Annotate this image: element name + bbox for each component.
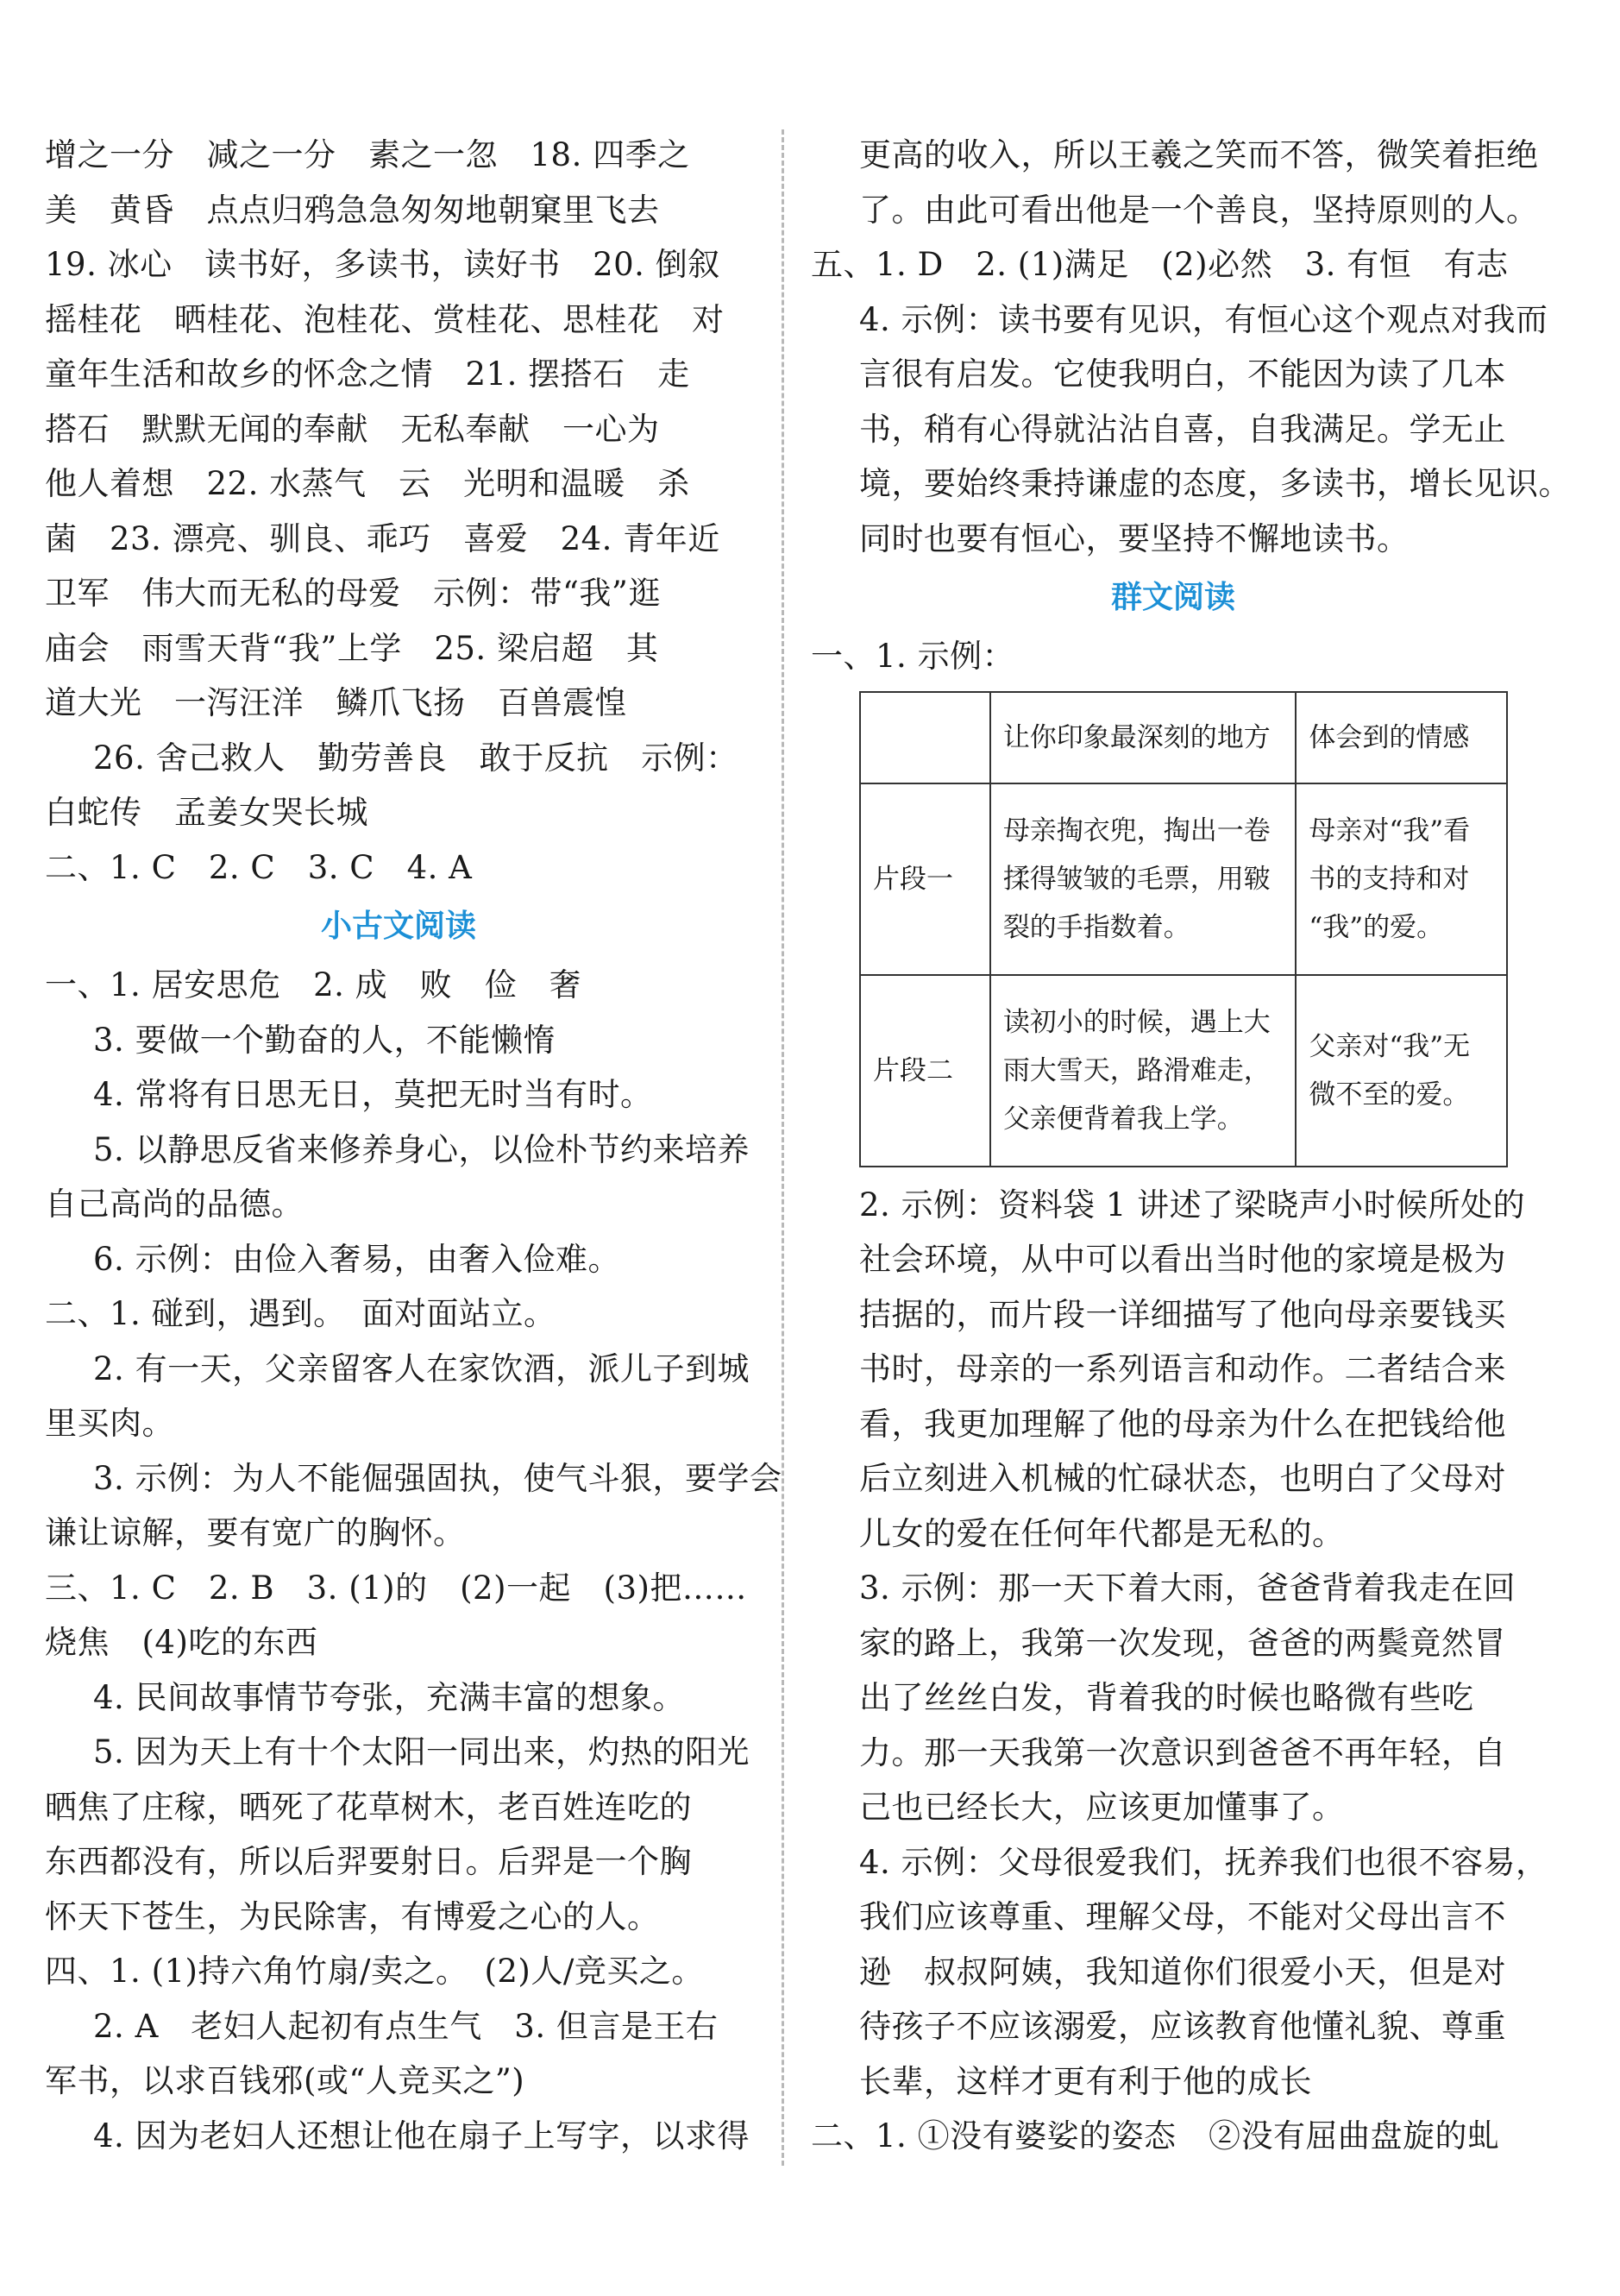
question-heading-line: 二、1. 碰到，遇到。 面对面站立。 <box>45 1295 556 1332</box>
text-line: 增之一分 减之一分 素之一忽 18. 四季之 <box>45 136 690 173</box>
table-header-row <box>860 692 1507 783</box>
cell-line: 父亲对“我”无 <box>1309 1030 1471 1062</box>
table-header-empty <box>860 692 990 783</box>
text-line: 后立刻进入机械的忙碌状态，也明白了父母对 <box>859 1460 1506 1497</box>
section-title: 群文阅读 <box>1110 580 1235 615</box>
text-line: 儿女的爱在任何年代都是无私的。 <box>859 1514 1345 1552</box>
text-line: 4. 常将有日思无日，莫把无时当有时。 <box>93 1076 653 1113</box>
cell-line: 书的支持和对 <box>1309 863 1470 895</box>
text-line: 同时也要有恒心，要坚持不懈地读书。 <box>859 519 1410 557</box>
text-line: 5. 因为天上有十个太阳一同出来，灼热的阳光 <box>93 1733 750 1771</box>
text-line: 6. 示例：由俭入奢易，由奢入俭难。 <box>93 1240 621 1278</box>
text-line: 菌 23. 漂亮、驯良、乖巧 喜爱 24. 青年近 <box>45 519 720 557</box>
table-row <box>860 975 1507 1167</box>
section-title: 小古文阅读 <box>320 909 476 944</box>
row-label: 片段一 <box>860 783 990 975</box>
text-line: 3. 要做一个勤奋的人，不能懒惰 <box>93 1021 556 1059</box>
text-line: 社会环境，从中可以看出当时他的家境是极为 <box>859 1241 1506 1278</box>
text-line: 力。那一天我第一次意识到爸爸不再年轻，自 <box>859 1733 1506 1771</box>
text-line: 更高的收入，所以王羲之笑而不答，微笑着拒绝 <box>859 136 1539 173</box>
text-line: 看，我更加理解了他的母亲为什么在把钱给他 <box>859 1405 1506 1443</box>
cell-line: 微不至的爱。 <box>1309 1079 1470 1110</box>
cell-line: 母亲对“我”看 <box>1309 815 1471 846</box>
cell-line: 读初小的时候，遇上大 <box>1002 1006 1271 1038</box>
text-line: 晒焦了庄稼，晒死了花草树木，老百姓连吃的 <box>45 1788 692 1826</box>
text-line: 美 黄昏 点点归鸦急急匆匆地朝窠里飞去 <box>45 191 660 229</box>
text-line: 4. 示例：读书要有见识，有恒心这个观点对我而 <box>859 300 1548 338</box>
table-header-feeling: 体会到的情感 <box>1296 692 1507 783</box>
text-line: 他人着想 22. 水蒸气 云 光明和温暖 杀 <box>45 465 690 502</box>
row-feeling <box>1296 975 1507 1167</box>
text-line: 书，稍有心得就沾沾自喜，自我满足。学无止 <box>859 410 1506 448</box>
text-line: 我们应该尊重、理解父母，不能对父母出言不 <box>859 1898 1506 1935</box>
answer-table <box>859 691 1508 1167</box>
left-column <box>45 128 782 2163</box>
text-line: 2. 有一天，父亲留客人在家饮酒，派儿子到城 <box>93 1349 750 1387</box>
cell-line: 父亲便背着我上学。 <box>1002 1103 1244 1135</box>
cell-line: “我”的爱。 <box>1309 911 1444 943</box>
row-label: 片段二 <box>860 975 990 1167</box>
text-line: 谦让谅解，要有宽广的胸怀。 <box>45 1514 466 1551</box>
text-line: 2. A 老妇人起初有点生气 3. 但言是王右 <box>93 2007 719 2045</box>
right-column <box>811 128 1571 2164</box>
text-line: 5. 以静思反省来修养身心，以俭朴节约来培养 <box>93 1130 750 1168</box>
row-feeling <box>1296 783 1507 975</box>
row-place <box>990 783 1297 975</box>
text-line: 境，要始终秉持谦虚的态度，多读书，增长见识。 <box>859 465 1571 502</box>
text-line: 白蛇传 孟姜女哭长城 <box>45 794 368 831</box>
text-line: 怀天下苍生，为民除害，有博爱之心的人。 <box>45 1897 660 1935</box>
question-heading-line: 五、1. D 2. (1)满足 (2)必然 3. 有恒 有志 <box>811 246 1509 283</box>
question-heading-line: 三、1. C 2. B 3. (1)的 (2)一起 (3)把…… <box>45 1569 747 1607</box>
text-line: 2. 示例：资料袋 1 讲述了梁晓声小时候所处的 <box>859 1186 1526 1223</box>
text-line: 4. 示例：父母很爱我们，抚养我们也很不容易， <box>859 1843 1548 1881</box>
text-line: 4. 民间故事情节夸张，充满丰富的想象。 <box>93 1678 686 1716</box>
column-divider <box>782 129 784 2166</box>
text-line: 19. 冰心 读书好，多读书，读好书 20. 倒叙 <box>45 246 720 283</box>
text-line: 军书，以求百钱邪(或“人竞买之”) <box>45 2062 525 2099</box>
text-line: 家的路上，我第一次发现，爸爸的两鬓竟然冒 <box>859 1624 1506 1662</box>
text-line: 庙会 雨雪天背“我”上学 25. 梁启超 其 <box>45 629 659 667</box>
question-heading-line: 二、1. C 2. C 3. C 4. A <box>45 848 473 886</box>
text-line: 出了丝丝白发，背着我的时候也略微有些吃 <box>859 1679 1474 1716</box>
text-line: 道大光 一泻汪洋 鳞爪飞扬 百兽震惶 <box>45 684 627 721</box>
row-place <box>990 975 1297 1167</box>
question-heading-line: 二、1. ①没有婆娑的姿态 ②没有屈曲盘旋的虬 <box>811 2117 1500 2154</box>
text-line: 4. 因为老妇人还想让他在扇子上写字，以求得 <box>93 2117 750 2154</box>
table-row <box>860 783 1507 975</box>
text-line: 东西都没有，所以后羿要射日。后羿是一个胸 <box>45 1843 692 1880</box>
text-line: 烧焦 (4)吃的东西 <box>45 1624 318 1661</box>
text-line: 己也已经长大，应该更加懂事了。 <box>859 1789 1345 1826</box>
cell-line: 裂的手指数着。 <box>1002 911 1190 943</box>
question-heading-line: 四、1. (1)持六角竹扇/卖之。 (2)人/竞买之。 <box>45 1953 704 1990</box>
cell-line: 揉得皱皱的毛票，用皲 <box>1002 863 1271 895</box>
text-line: 摇桂花 晒桂花、泡桂花、赏桂花、思桂花 对 <box>45 300 725 338</box>
text-line: 搭石 默默无闻的奉献 无私奉献 一心为 <box>45 410 660 448</box>
question-heading-line: 一、1. 居安思危 2. 成 败 俭 奢 <box>45 966 582 1003</box>
question-heading-line: 一、1. 示例： <box>811 638 1015 675</box>
text-line: 3. 示例：那一天下着大雨，爸爸背着我走在回 <box>859 1569 1516 1607</box>
cell-line: 雨大雪天，路滑难走， <box>1002 1054 1271 1086</box>
text-line: 了。由此可看出他是一个善良，坚持原则的人。 <box>859 191 1539 229</box>
cell-line: 母亲掏衣兜，掏出一卷 <box>1002 815 1271 846</box>
right-column-bottom <box>811 1178 1548 2164</box>
text-line: 自己高尚的品德。 <box>45 1186 304 1223</box>
text-line: 书时，母亲的一系列语言和动作。二者结合来 <box>859 1350 1506 1387</box>
text-line: 童年生活和故乡的怀念之情 21. 摆搭石 走 <box>45 355 690 393</box>
table-header-place: 让你印象最深刻的地方 <box>990 692 1297 783</box>
text-line: 3. 示例：为人不能倔强固执，使气斗狠，要学会 <box>93 1459 782 1497</box>
text-line: 长辈，这样才更有利于他的成长 <box>859 2062 1312 2100</box>
text-line: 待孩子不应该溺爱，应该教育他懂礼貌、尊重 <box>859 2008 1506 2045</box>
text-line: 拮据的，而片段一详细描写了他向母亲要钱买 <box>859 1295 1506 1333</box>
text-line: 逊 叔叔阿姨，我知道你们很爱小天，但是对 <box>859 1953 1506 1991</box>
text-line: 言很有启发。它使我明白，不能因为读了几本 <box>859 355 1506 393</box>
text-line: 26. 舍己救人 勤劳善良 敢于反抗 示例： <box>93 739 738 777</box>
right-column-top <box>811 128 1571 684</box>
text-line: 卫军 伟大而无私的母爱 示例：带“我”逛 <box>45 575 661 612</box>
text-line: 里买肉。 <box>45 1405 174 1442</box>
